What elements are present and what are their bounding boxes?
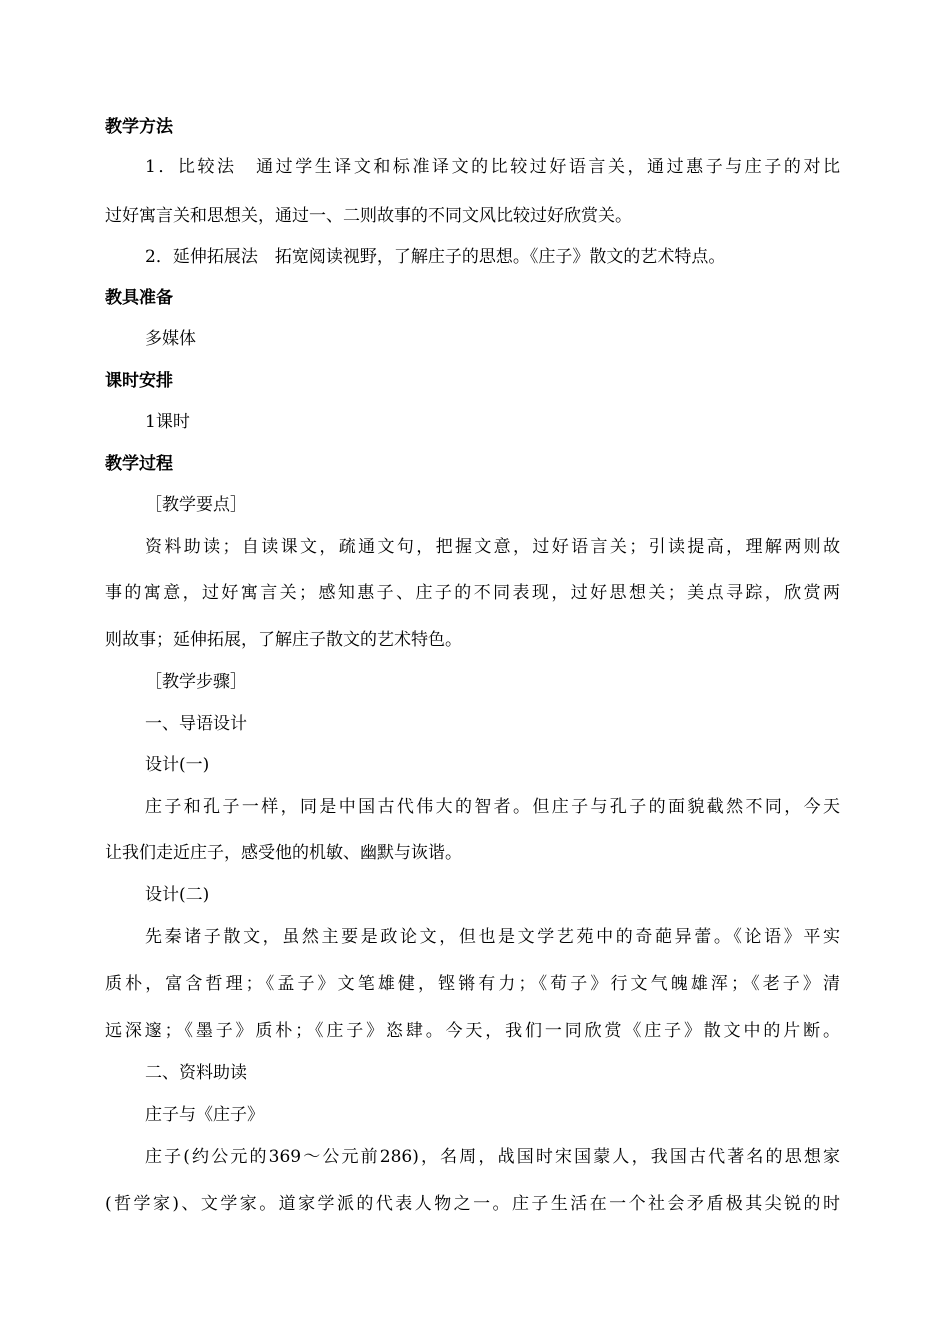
design-2-label: 设计(二): [145, 885, 210, 905]
label-key-points: ［教学要点］: [145, 495, 247, 515]
paragraph-class-schedule: 1课时: [145, 412, 190, 432]
paragraph-design-2-line-2: 质朴，富含哲理；《孟子》文笔雄健，铿锵有力；《荀子》行文气魄雄浑；《老子》清: [105, 974, 840, 994]
paragraph-zhuangzi-line-1: 庄子(约公元的369～公元前286)，名周，战国时宋国蒙人，我国古代著名的思想家: [145, 1147, 840, 1167]
label-teaching-steps: ［教学步骤］: [145, 672, 247, 692]
paragraph-design-1-line-2: 让我们走近庄子，感受他的机敏、幽默与诙谐。: [105, 843, 462, 863]
zhuangzi-subtitle: 庄子与《庄子》: [145, 1105, 264, 1125]
paragraph-zhuangzi-line-2: (哲学家)、文学家。道家学派的代表人物之一。庄子生活在一个社会矛盾极其尖锐的时: [105, 1194, 840, 1214]
paragraph-key-points-line-3: 则故事；延伸拓展，了解庄子散文的艺术特色。: [105, 630, 462, 650]
design-1-label: 设计(一): [145, 755, 210, 775]
step-2-title: 二、资料助读: [145, 1063, 247, 1083]
paragraph-method-2: 2．延伸拓展法 拓宽阅读视野，了解庄子的思想。《庄子》散文的艺术特点。: [145, 247, 726, 267]
paragraph-design-1-line-1: 庄子和孔子一样，同是中国古代伟大的智者。但庄子与孔子的面貌截然不同，今天: [145, 797, 840, 817]
section-heading-teaching-method: 教学方法: [105, 117, 173, 137]
paragraph-design-2-line-1: 先秦诸子散文，虽然主要是政论文，但也是文学艺苑中的奇葩异蕾。《论语》平实: [145, 927, 840, 947]
paragraph-key-points-line-2: 事的寓意，过好寓言关；感知惠子、庄子的不同表现，过好思想关；美点寻踪，欣赏两: [105, 583, 840, 603]
section-heading-class-schedule: 课时安排: [105, 371, 173, 391]
section-heading-teaching-tools: 教具准备: [105, 288, 173, 308]
section-heading-teaching-process: 教学过程: [105, 454, 173, 474]
paragraph-design-2-line-3: 远深邃；《墨子》质朴；《庄子》恣肆。今天，我们一同欣赏《庄子》散文中的片断。: [105, 1021, 840, 1041]
step-1-title: 一、导语设计: [145, 714, 247, 734]
paragraph-key-points-line-1: 资料助读；自读课文，疏通文句，把握文意，过好语言关；引读提高，理解两则故: [145, 537, 840, 557]
paragraph-teaching-tools: 多媒体: [145, 329, 196, 349]
paragraph-method-1-line-1: 1．比较法 通过学生译文和标准译文的比较过好语言关，通过惠子与庄子的对比: [145, 157, 840, 177]
paragraph-method-1-line-2: 过好寓言关和思想关，通过一、二则故事的不同文风比较过好欣赏关。: [105, 206, 632, 226]
